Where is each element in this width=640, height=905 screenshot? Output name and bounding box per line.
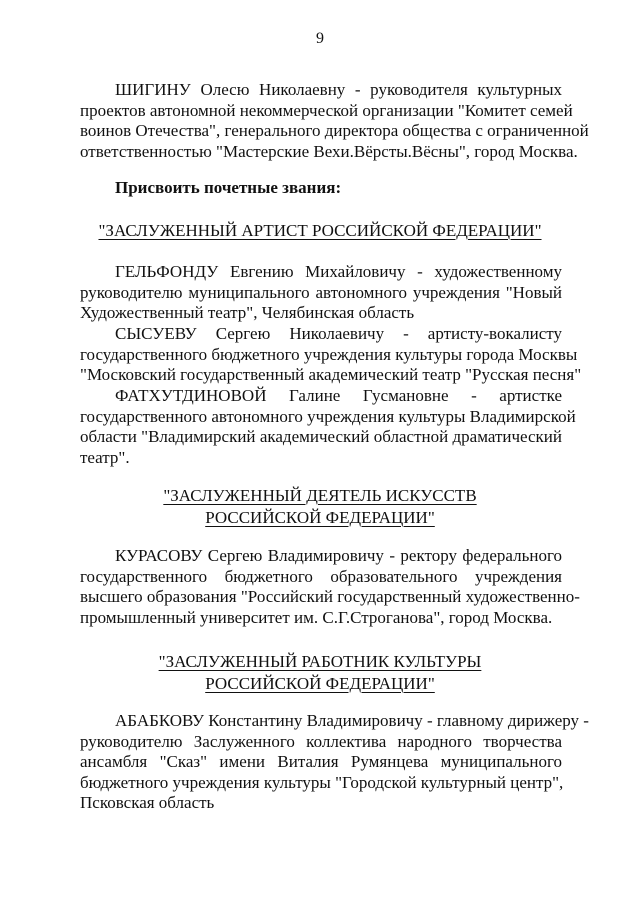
text-line: театр". bbox=[80, 447, 130, 467]
page-number: 9 bbox=[316, 30, 324, 47]
text-line: государственного бюджетного образовательного учреждения bbox=[80, 566, 562, 586]
text-line: Псковская область bbox=[80, 793, 215, 812]
text-line: Художественный театр", Челябинская область bbox=[80, 303, 415, 322]
award-entry bbox=[80, 386, 576, 468]
text-line: "Московский государственный академический театр "Русская песня" bbox=[80, 365, 582, 384]
text-line: ансамбля "Сказ" имени Виталия Румянцева муниципального bbox=[80, 752, 562, 771]
text-line: ГЕЛЬФОНДУ Евгению Михайловичу - художественному bbox=[115, 262, 562, 281]
honor-title-line: РОССИЙСКОЙ ФЕДЕРАЦИИ" bbox=[205, 508, 435, 527]
text-line: руководителю муниципального автономного учреждения "Новый bbox=[80, 282, 562, 302]
text-line: ШИГИНУ Олесю Николаевну - руководителя культурных bbox=[115, 80, 562, 99]
honor-title-line: "ЗАСЛУЖЕННЫЙ ДЕЯТЕЛЬ ИСКУССТВ bbox=[163, 486, 477, 505]
text-line: СЫСУЕВУ Сергею Николаевичу - артисту-вокалисту bbox=[115, 324, 562, 343]
text-line: промышленный университет им. С.Г.Строганова", город Москва. bbox=[80, 607, 553, 627]
text-line: высшего образования "Российский государственный художественно- bbox=[80, 587, 580, 606]
text-line: АБАБКОВУ Константину Владимировичу - главному дирижеру - bbox=[115, 711, 589, 730]
award-entry bbox=[80, 262, 562, 324]
text-line: ответственностью "Мастерские Вехи.Вёрсты.Вёсны", город Москва. bbox=[80, 141, 578, 161]
text-line: проектов автономной некоммерческой организации "Комитет семей bbox=[80, 100, 573, 120]
text-line: ФАТХУТДИНОВОЙ Галине Гусмановне - артистке bbox=[115, 386, 562, 405]
text-line: воинов Отечества", генерального директора общества с ограниченной bbox=[80, 121, 589, 140]
award-entry bbox=[80, 711, 589, 814]
award-entry bbox=[80, 546, 580, 628]
honor-title-line: "ЗАСЛУЖЕННЫЙ РАБОТНИК КУЛЬТУРЫ bbox=[158, 652, 482, 671]
text-line: государственного бюджетного учреждения культуры города Москвы bbox=[80, 344, 578, 364]
intro-paragraph bbox=[80, 80, 589, 162]
text-line: руководителю Заслуженного коллектива народного творчества bbox=[80, 731, 562, 751]
text-line: бюджетного учреждения культуры "Городской культурный центр", bbox=[80, 772, 564, 792]
honor-title-line: "ЗАСЛУЖЕННЫЙ АРТИСТ РОССИЙСКОЙ ФЕДЕРАЦИИ" bbox=[98, 221, 542, 240]
text-line: государственного автономного учреждения культуры Владимирской bbox=[80, 406, 576, 426]
honor-title bbox=[0, 485, 640, 529]
award-entry bbox=[80, 324, 582, 386]
honor-title-line: РОССИЙСКОЙ ФЕДЕРАЦИИ" bbox=[205, 674, 435, 693]
honor-title bbox=[0, 220, 640, 242]
text-line: области "Владимирский академический областной драматический bbox=[80, 427, 562, 446]
section-heading: Присвоить почетные звания: bbox=[115, 178, 342, 197]
honor-title bbox=[0, 651, 640, 695]
text-line: КУРАСОВУ Сергею Владимировичу - ректору федерального bbox=[115, 546, 562, 565]
